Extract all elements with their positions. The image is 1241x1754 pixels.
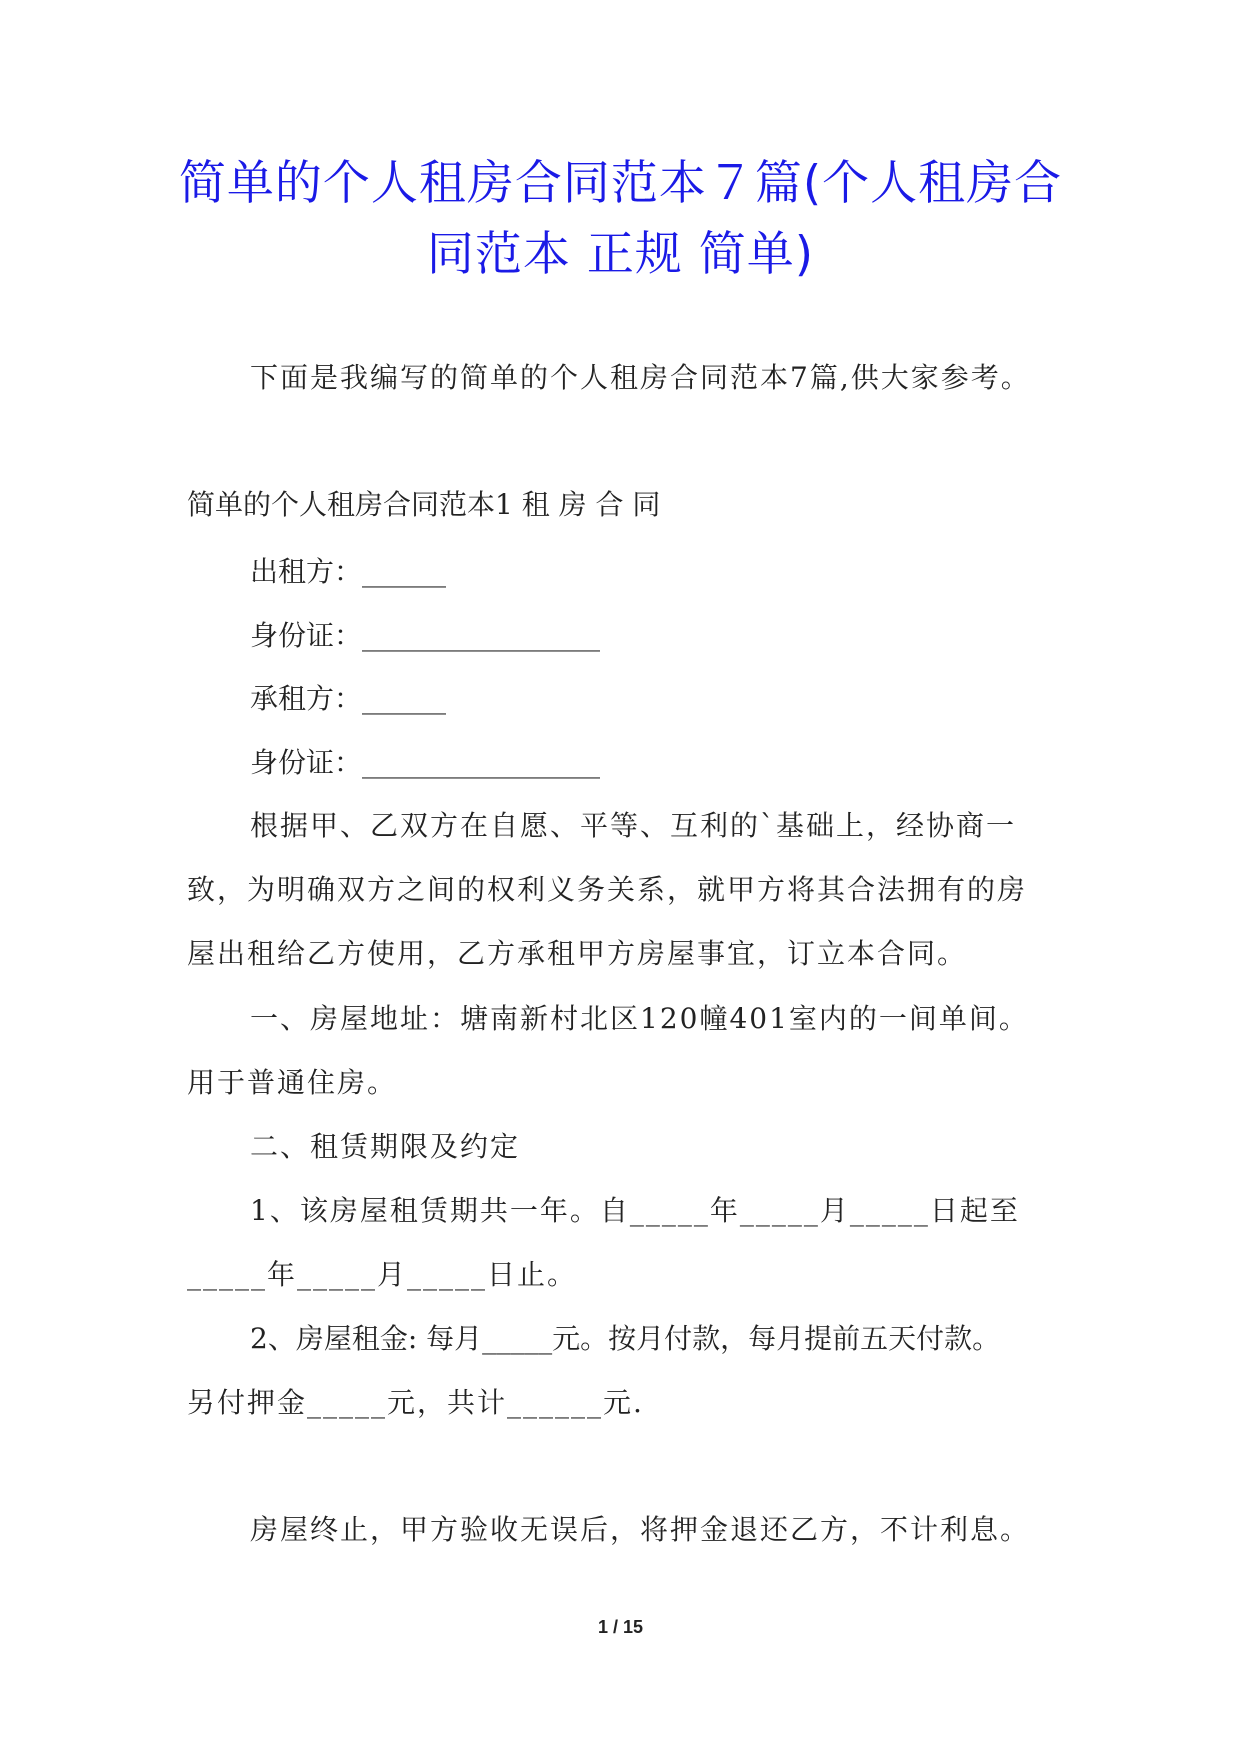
item-2-line-2: 另付押金_____元，共计______元.	[187, 1386, 644, 1419]
clause-1-line-2: 用于普通住房。	[187, 1066, 398, 1099]
intro-paragraph: 下面是我编写的简单的个人租房合同范本7篇,供大家参考。	[250, 361, 1031, 394]
clause-2-heading: 二、租赁期限及约定	[250, 1130, 521, 1163]
document-title-line-1: 简单的个人租房合同范本７篇(个人租房合	[178, 156, 1063, 211]
document-title-line-2: 同范本 正规 简单)	[426, 227, 815, 282]
paragraph-1-line-2: 致，为明确双方之间的权利义务关系，就甲方将其合法拥有的房	[187, 873, 1028, 906]
paragraph-1-line-3: 屋出租给乙方使用，乙方承租甲方房屋事宜，订立本合同。	[187, 937, 968, 970]
item-1-line-2: _____年_____月_____日止。	[187, 1258, 578, 1291]
lessor-field: 出租方：______	[250, 555, 447, 588]
termination-paragraph: 房屋终止，甲方验收无误后，将押金退还乙方，不计利息。	[250, 1513, 1031, 1546]
lessee-field: 承租方：______	[250, 682, 447, 715]
paragraph-1-line-1: 根据甲、乙双方在自愿、平等、互利的`基础上，经协商一	[250, 809, 1017, 842]
lessee-id-field: 身份证：_________________	[250, 746, 601, 779]
item-2-line-1: 2、房屋租金: 每月_____元。按月付款，每月提前五天付款。	[250, 1322, 1001, 1355]
page-number: 1 / 15	[597, 1617, 644, 1637]
lessor-id-field: 身份证：_________________	[250, 619, 601, 652]
section-heading-1: 简单的个人租房合同范本1 租 房 合 同	[187, 488, 661, 521]
item-1-line-1: 1、该房屋租赁期共一年。自_____年_____月_____日起至	[250, 1194, 1020, 1227]
clause-1-line-1: 一、房屋地址：塘南新村北区120幢401室内的一间单间。	[250, 1002, 1029, 1035]
